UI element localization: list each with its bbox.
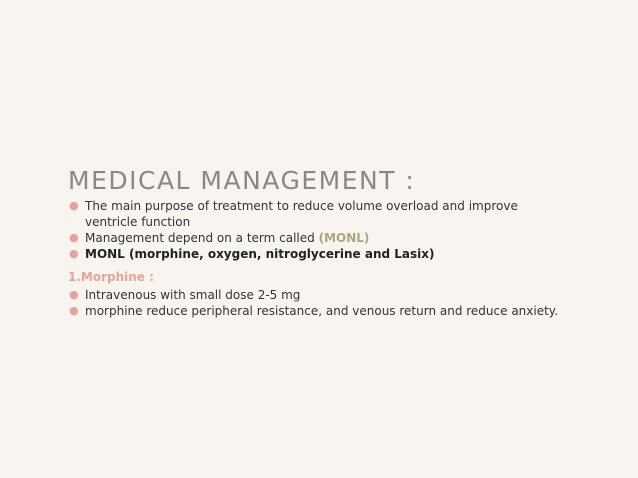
list-item [68, 246, 558, 262]
section-heading: 1.Morphine : [68, 270, 154, 284]
list-item [68, 303, 588, 319]
bullet-icon: ● [69, 199, 79, 212]
bullet-text: The main purpose of treatment to reduce volume overload and improve ventricle function [85, 199, 518, 229]
bullet-icon: ● [69, 304, 79, 317]
slide-title: MEDICAL MANAGEMENT : [68, 166, 416, 195]
list-item [68, 287, 588, 303]
monl-highlight: (MONL) [318, 231, 370, 245]
bullet-text: MONL (morphine, oxygen, nitroglycerine and Lasix) [85, 247, 435, 261]
bullet-text: morphine reduce peripheral resistance, and venous return and reduce anxiety. [85, 304, 559, 318]
bullet-icon: ● [69, 247, 79, 260]
list-item [68, 230, 558, 246]
bullet-icon: ● [69, 288, 79, 301]
list-item [68, 198, 558, 230]
morphine-bullet-list [68, 287, 588, 319]
bullet-text: Intravenous with small dose 2-5 mg [85, 288, 301, 302]
main-bullet-list [68, 198, 558, 262]
bullet-icon: ● [69, 231, 79, 244]
bullet-text: Management depend on a term called [85, 231, 319, 245]
